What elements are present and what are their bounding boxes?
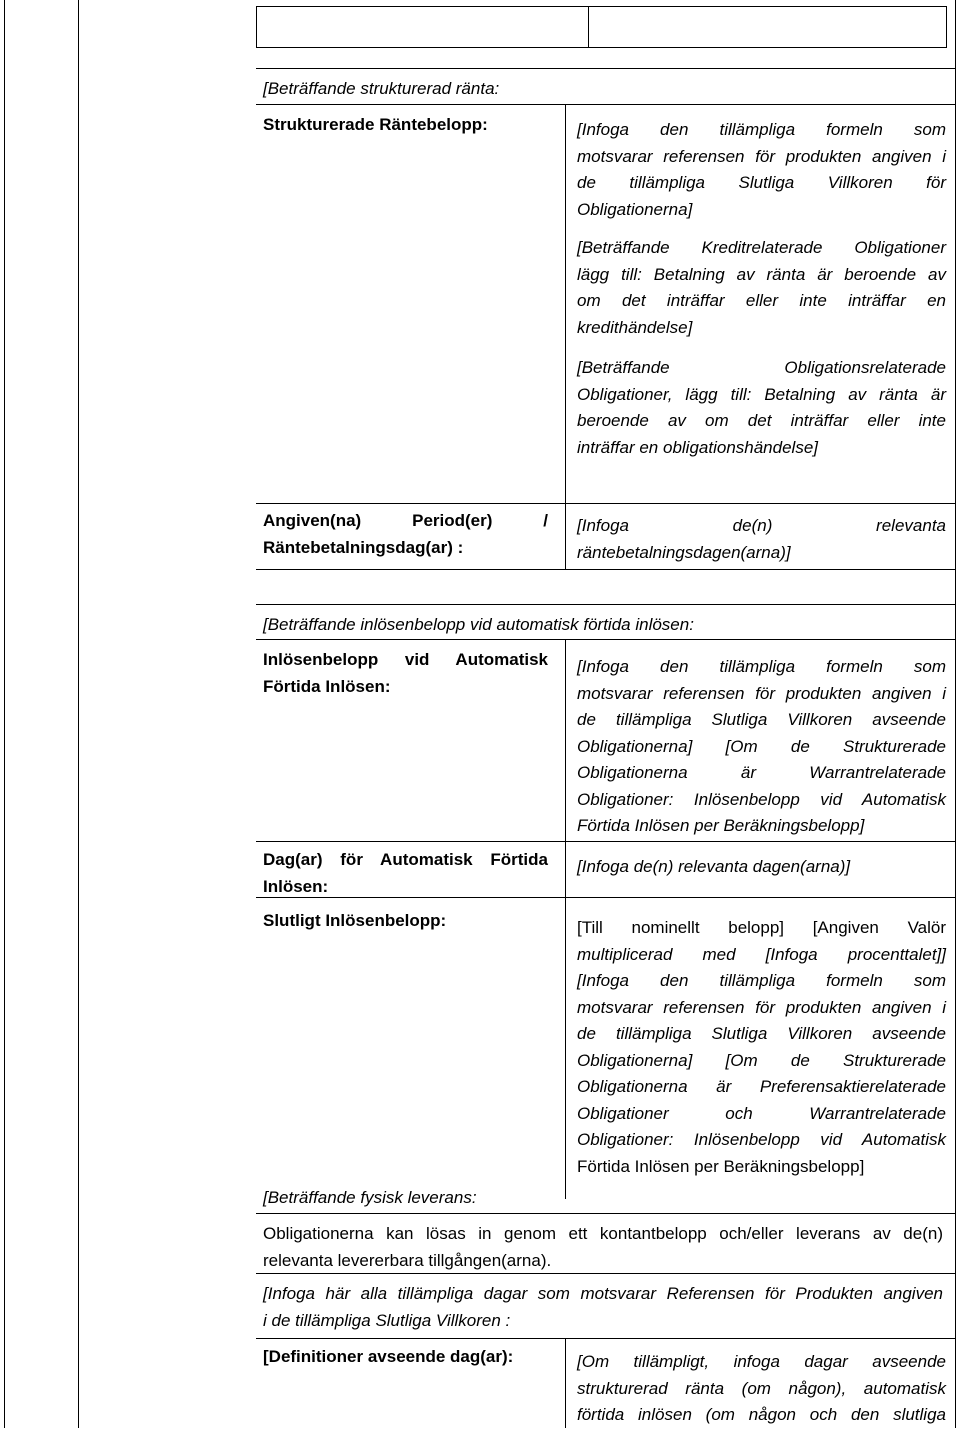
text-line: motsvarar referensen för produkten angiven i [577,146,946,166]
text-line: förtida inlösen (om någon och den slutliga [577,1405,946,1424]
structured-interest-heading: [Beträffande strukturerad ränta: [263,79,500,98]
applicable-days-heading [263,1281,943,1334]
text-line: beroende av om det inträffar eller inte [577,411,946,430]
text-line: Räntebetalningsdag(ar) : [263,537,464,557]
text-line: Obligationer, lägg till: Betalning av ränta är [577,384,946,404]
text-line: de tillämpliga Slutliga Villkoren avseende [577,710,946,729]
table-rule [256,1213,956,1214]
text-line: Obligationerna är Preferensaktierelaterade [577,1077,946,1096]
text-line: Angiven(na) Period(er) / [263,511,548,530]
text-line: relevanta levererbara tillgången(arna). [263,1250,552,1270]
interest-period-label [263,508,548,561]
final-redemption-value [577,915,946,1180]
credit-linked-note [577,235,946,341]
early-redemption-heading: [Beträffande inlösenbelopp vid automatisk förtida inlösen: [263,615,694,634]
table-rule [256,1338,956,1339]
interest-period-value [577,513,946,566]
text-line: [Infoga den tillämpliga formeln som [577,120,946,139]
table-rule [256,503,956,504]
table-rule [256,68,956,69]
table-rule [256,104,956,105]
text-line: Obligationer: Inlösenbelopp vid Automatisk [577,789,946,809]
text-line: Dag(ar) för Automatisk Förtida [263,850,548,869]
text-line: Obligationer: Inlösenbelopp vid Automatisk [577,1130,946,1149]
structured-interest-label: Strukturerade Räntebelopp: [263,115,488,134]
table-column-rule [565,1338,566,1428]
text-line: Obligationerna] [577,199,693,219]
text-line: strukturerad ränta (om någon), automatisk [577,1378,946,1398]
top-empty-cell-right [588,6,947,48]
text-line: inträffar en obligationshändelse] [577,437,818,457]
table-column-rule [565,639,566,1199]
text-line: multiplicerad med [Infoga procenttalet]] [577,944,946,964]
text-line: kredithändelse] [577,317,693,337]
early-redemption-date-label [263,847,548,900]
text-line: de tillämpliga Slutliga Villkoren avseende [577,1024,946,1043]
text-line: [Beträffande Obligationsrelaterade [577,358,946,377]
text-line: Förtida Inlösen per Beräkningsbelopp] [577,816,865,835]
text-line: motsvarar referensen för produkten angiven i [577,683,946,703]
table-rule [256,569,956,570]
text-line: Inlösenbelopp vid Automatisk [263,650,548,669]
structured-interest-formula [577,117,946,223]
text-line: [Om tillämpligt, infoga dagar avseende [577,1352,946,1371]
text-line: lägg till: Betalning av ränta är beroende av [577,264,946,284]
text-line: motsvarar referensen för produkten angiven i [577,997,946,1017]
frame-column-divider [78,0,79,1428]
text-line: [Infoga de(n) relevanta [577,516,946,535]
text-line: Förtida Inlösen per Beräkningsbelopp] [577,1156,865,1176]
table-rule [256,841,956,842]
text-line: [Till nominellt belopp] [Angiven Valör [577,918,946,937]
text-line: Förtida Inlösen: [263,676,391,696]
text-line: Inlösen: [263,876,329,896]
early-redemption-amount-label [263,647,548,700]
text-line: Obligationer och Warrantrelaterade [577,1103,946,1123]
table-column-rule [565,104,566,570]
bond-linked-note [577,355,946,461]
day-definitions-value [577,1349,946,1429]
text-line: i de tillämpliga Slutliga Villkoren : [263,1310,511,1330]
text-line: [Infoga här alla tillämpliga dagar som motsvarar Referensen för Produkten angiven [263,1284,943,1303]
final-redemption-label: Slutligt Inlösenbelopp: [263,911,447,930]
text-line: Obligationerna] [Om de Strukturerade [577,736,946,756]
table-rule [256,639,956,640]
table-rule [256,604,956,605]
frame-left-border [4,0,5,1428]
physical-delivery-heading: [Beträffande fysisk leverans: [263,1188,477,1207]
top-empty-cell-left [256,6,589,48]
text-line: [Infoga den tillämpliga formeln som [577,971,946,990]
text-line: Obligationerna] [Om de Strukturerade [577,1050,946,1070]
early-redemption-date-value: [Infoga de(n) relevanta dagen(arna)] [577,857,851,876]
day-definitions-label: [Definitioner avseende dag(ar): [263,1347,514,1366]
text-line: [Beträffande Kreditrelaterade Obligationer [577,238,946,257]
text-line: [Infoga den tillämpliga formeln som [577,657,946,676]
text-line: de tillämpliga Slutliga Villkoren för [577,173,946,192]
text-line: räntebetalningsdagen(arna)] [577,542,791,562]
text-line: om det inträffar eller inte inträffar en [577,291,946,310]
text-line: Obligationerna är Warrantrelaterade [577,763,946,782]
early-redemption-amount-value [577,654,946,840]
physical-delivery-text [263,1221,943,1274]
text-line: Obligationerna kan lösas in genom ett kontantbelopp och/eller leverans av de(n) [263,1224,943,1243]
